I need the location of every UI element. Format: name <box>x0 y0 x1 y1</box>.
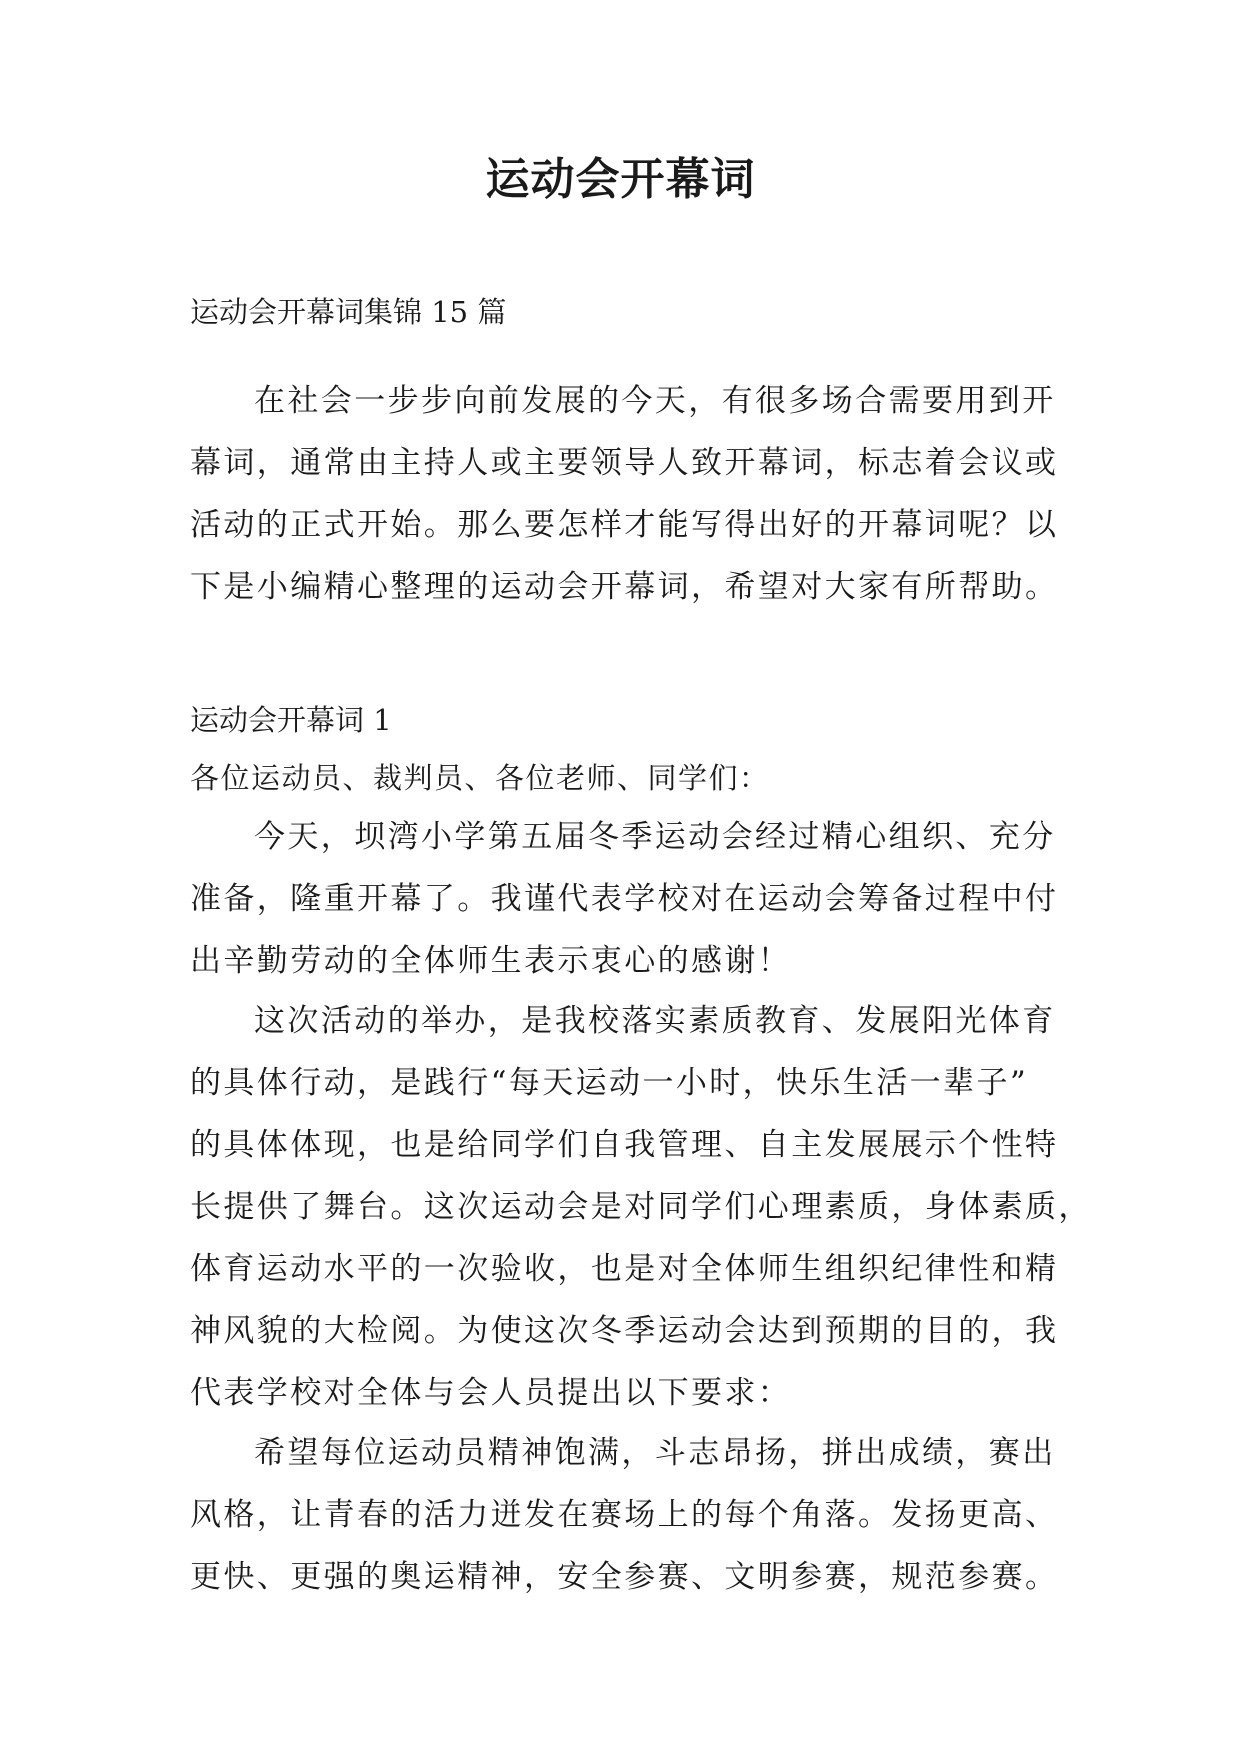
intro-line: 幕词，通常由主持人或主要领导人致开幕词，标志着会议或 <box>190 445 1059 481</box>
body-line: 神风貌的大检阅。为使这次冬季运动会达到预期的目的，我 <box>190 1313 1059 1349</box>
body-line: 代表学校对全体与会人员提出以下要求： <box>190 1375 792 1411</box>
body-line: 今天，坝湾小学第五届冬季运动会经过精心组织、充分 <box>254 819 1056 855</box>
salutation: 各位运动员、裁判员、各位老师、同学们： <box>190 761 770 795</box>
body-line: 体育运动水平的一次验收，也是对全体师生组织纪律性和精 <box>190 1251 1059 1287</box>
body-line: 长提供了舞台。这次运动会是对同学们心理素质，身体素质， <box>190 1189 1092 1225</box>
body-line: 出辛勤劳动的全体师生表示衷心的感谢！ <box>190 943 792 979</box>
intro-line: 在社会一步步向前发展的今天，有很多场合需要用到开 <box>254 383 1056 419</box>
intro-paragraph <box>190 370 1058 618</box>
document-title: 运动会开幕词 <box>485 154 756 205</box>
intro-line: 活动的正式开始。那么要怎样才能写得出好的开幕词呢？以 <box>190 507 1059 543</box>
body-line: 风格，让青春的活力迸发在赛场上的每个角落。发扬更高、 <box>190 1497 1059 1533</box>
body-line: 更快、更强的奥运精神，安全参赛、文明参赛，规范参赛。 <box>190 1559 1059 1595</box>
document-subtitle: 运动会开幕词集锦 15 篇 <box>190 295 507 329</box>
body-line: 的具体体现，也是给同学们自我管理、自主发展展示个性特 <box>190 1127 1059 1163</box>
body-paragraph-1 <box>190 806 1058 992</box>
body-line: 希望每位运动员精神饱满，斗志昂扬，拼出成绩，赛出 <box>254 1435 1056 1471</box>
body-line: 准备，隆重开幕了。我谨代表学校对在运动会筹备过程中付 <box>190 881 1059 917</box>
section-heading: 运动会开幕词 1 <box>190 703 392 737</box>
intro-line: 下是小编精心整理的运动会开幕词，希望对大家有所帮助。 <box>190 569 1059 605</box>
body-paragraph-2 <box>190 990 1092 1424</box>
body-line: 这次活动的举办，是我校落实素质教育、发展阳光体育 <box>254 1003 1056 1039</box>
body-paragraph-3 <box>190 1422 1058 1608</box>
body-line: 的具体行动，是践行“每天运动一小时，快乐生活一辈子” <box>190 1065 1029 1101</box>
